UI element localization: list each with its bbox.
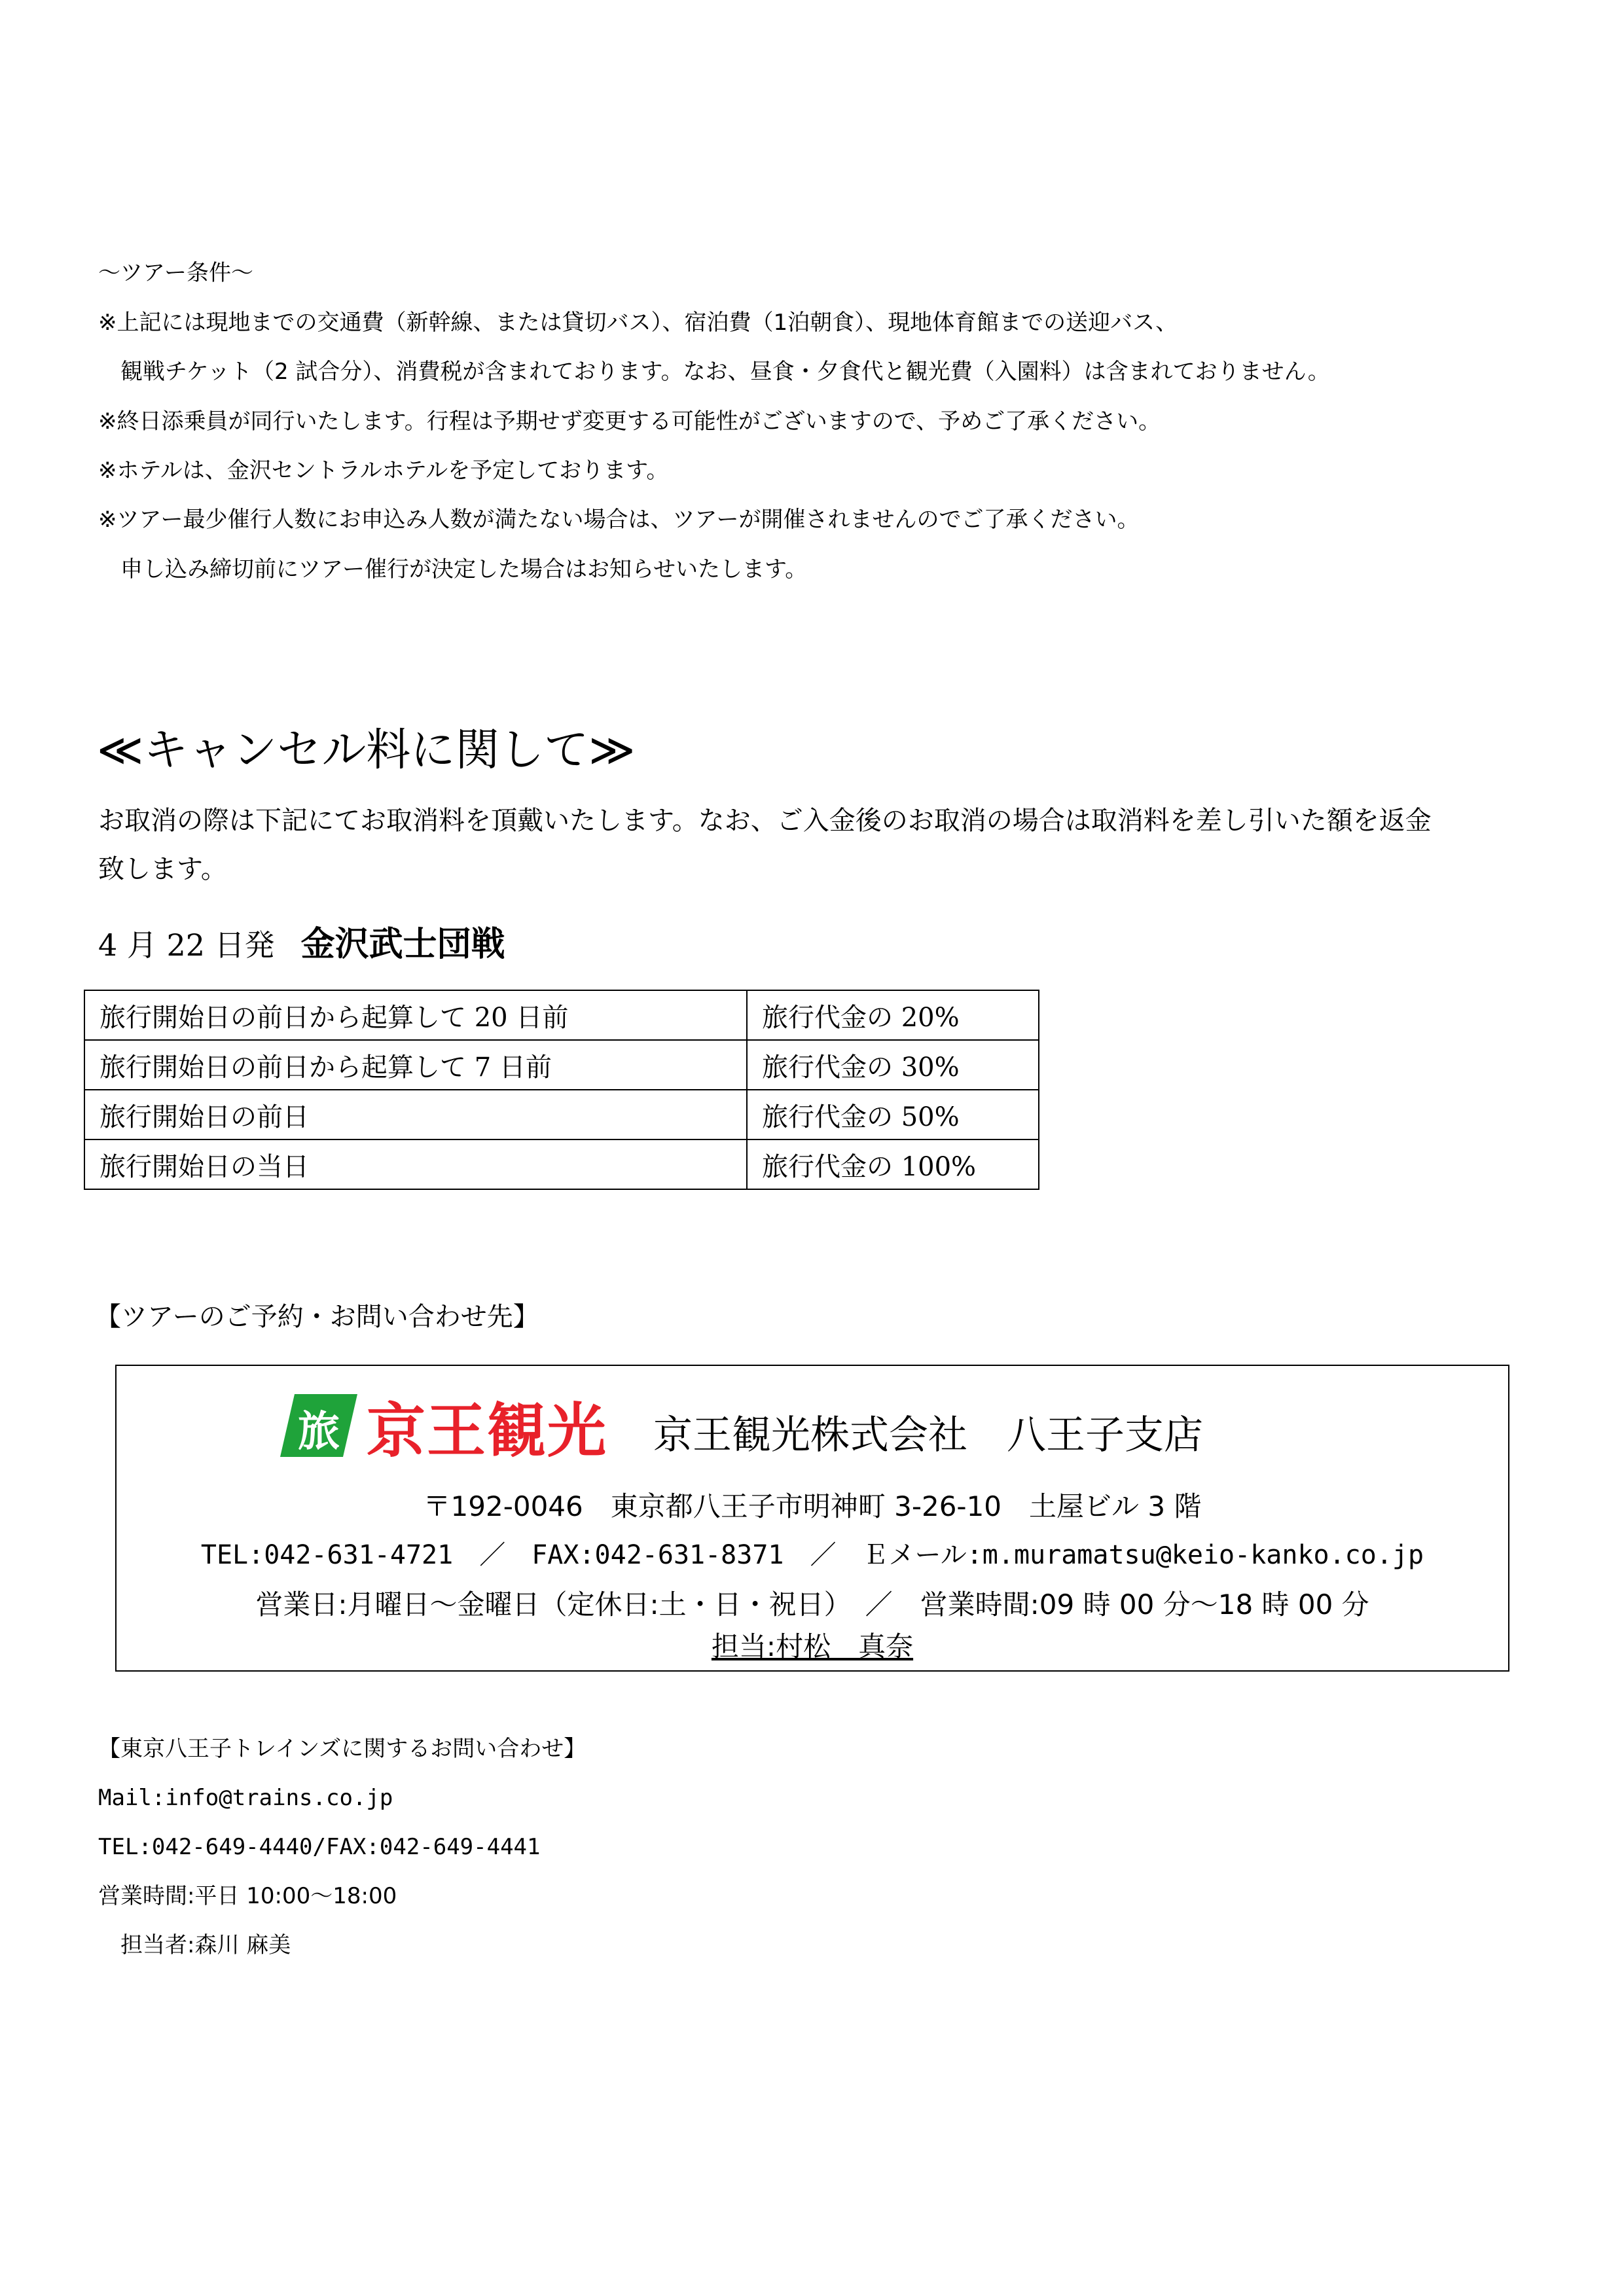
condition-line: ※ホテルは、金沢セントラルホテルを予定しております。 bbox=[98, 457, 669, 484]
phone-line: TEL:042-631-4721 ／ FAX:042-631-8371 ／ Ｅメール:m.muramatsu@keio-kanko.co.jp bbox=[200, 1540, 1424, 1570]
hours-line: 営業日:月曜日～金曜日（定休日:土・日・祝日） ／ 営業時間:09 時 00 分～18 時 00 分 bbox=[255, 1588, 1369, 1621]
company-name: 京王観光株式会社 八王子支店 bbox=[653, 1412, 1203, 1458]
condition-line: ※上記には現地までの交通費（新幹線、または貸切バス）、宿泊費（1泊朝食）、現地体育館までの送迎バス、 bbox=[98, 310, 1178, 336]
condition-line: 観戦チケット（2 試合分）、消費税が含まれております。なお、昼食・夕食代と観光費（入園料）は含まれておりません。 bbox=[98, 359, 1330, 385]
cancel-fee-table bbox=[84, 990, 1039, 1190]
cancel-intro: お取消の際は下記にてお取消料を頂戴いたします。なお、ご入金後のお取消の場合は取消料を差し引いた額を返金 bbox=[98, 806, 1432, 836]
reservation-heading: 【ツアーのご予約・お問い合わせ先】 bbox=[95, 1302, 539, 1332]
table-row bbox=[84, 1040, 1039, 1090]
cancel-period: 旅行開始日の前日から起算して 7 日前 bbox=[84, 1040, 747, 1090]
logo-text: 京王観光 bbox=[367, 1397, 607, 1465]
cancel-fee: 旅行代金の 30% bbox=[747, 1040, 1039, 1090]
trains-hours: 営業時間:平日 10:00～18:00 bbox=[98, 1883, 397, 1909]
cancel-heading: ≪キャンセル料に関して≫ bbox=[97, 725, 636, 776]
keio-kanko-logo bbox=[280, 1393, 607, 1465]
condition-line: 申し込み締切前にツアー催行が決定した場合はお知らせいたします。 bbox=[98, 556, 808, 583]
tour-date: 4 月 22 日発 bbox=[98, 927, 275, 963]
trains-person: 担当者:森川 麻美 bbox=[98, 1932, 291, 1958]
trains-mail: Mail:info@trains.co.jp bbox=[98, 1785, 393, 1811]
contact-box bbox=[115, 1365, 1509, 1672]
cancel-fee: 旅行代金の 50% bbox=[747, 1090, 1039, 1139]
cancel-fee: 旅行代金の 20% bbox=[747, 990, 1039, 1040]
tour-name: 金沢武士団戦 bbox=[300, 925, 505, 964]
tour-title bbox=[98, 916, 505, 965]
trains-heading: 【東京八王子トレインズに関するお問い合わせ】 bbox=[98, 1736, 586, 1762]
tabi-badge-icon bbox=[280, 1394, 357, 1457]
address: 〒192-0046 東京都八王子市明神町 3-26-10 土屋ビル 3 階 bbox=[423, 1490, 1202, 1522]
cancel-fee: 旅行代金の 100% bbox=[747, 1139, 1039, 1189]
conditions-heading: ～ツアー条件～ bbox=[98, 260, 253, 286]
logo-badge-text: 旅 bbox=[298, 1408, 340, 1456]
table-row bbox=[84, 990, 1039, 1040]
condition-line: ※終日添乗員が同行いたします。行程は予期せず変更する可能性がございますので、予めご了承ください。 bbox=[98, 408, 1161, 435]
cancel-period: 旅行開始日の前日 bbox=[84, 1090, 747, 1139]
condition-line: ※ツアー最少催行人数にお申込み人数が満たない場合は、ツアーが開催されませんのでご了承ください。 bbox=[98, 507, 1140, 533]
table-row bbox=[84, 1090, 1039, 1139]
trains-tel: TEL:042-649-4440/FAX:042-649-4441 bbox=[98, 1834, 541, 1860]
cancel-period: 旅行開始日の当日 bbox=[84, 1139, 747, 1189]
table-row bbox=[84, 1139, 1039, 1189]
cancel-period: 旅行開始日の前日から起算して 20 日前 bbox=[84, 990, 747, 1040]
contact-person: 担当:村松 真奈 bbox=[711, 1630, 914, 1662]
cancel-intro-cont: 致します。 bbox=[98, 854, 227, 884]
